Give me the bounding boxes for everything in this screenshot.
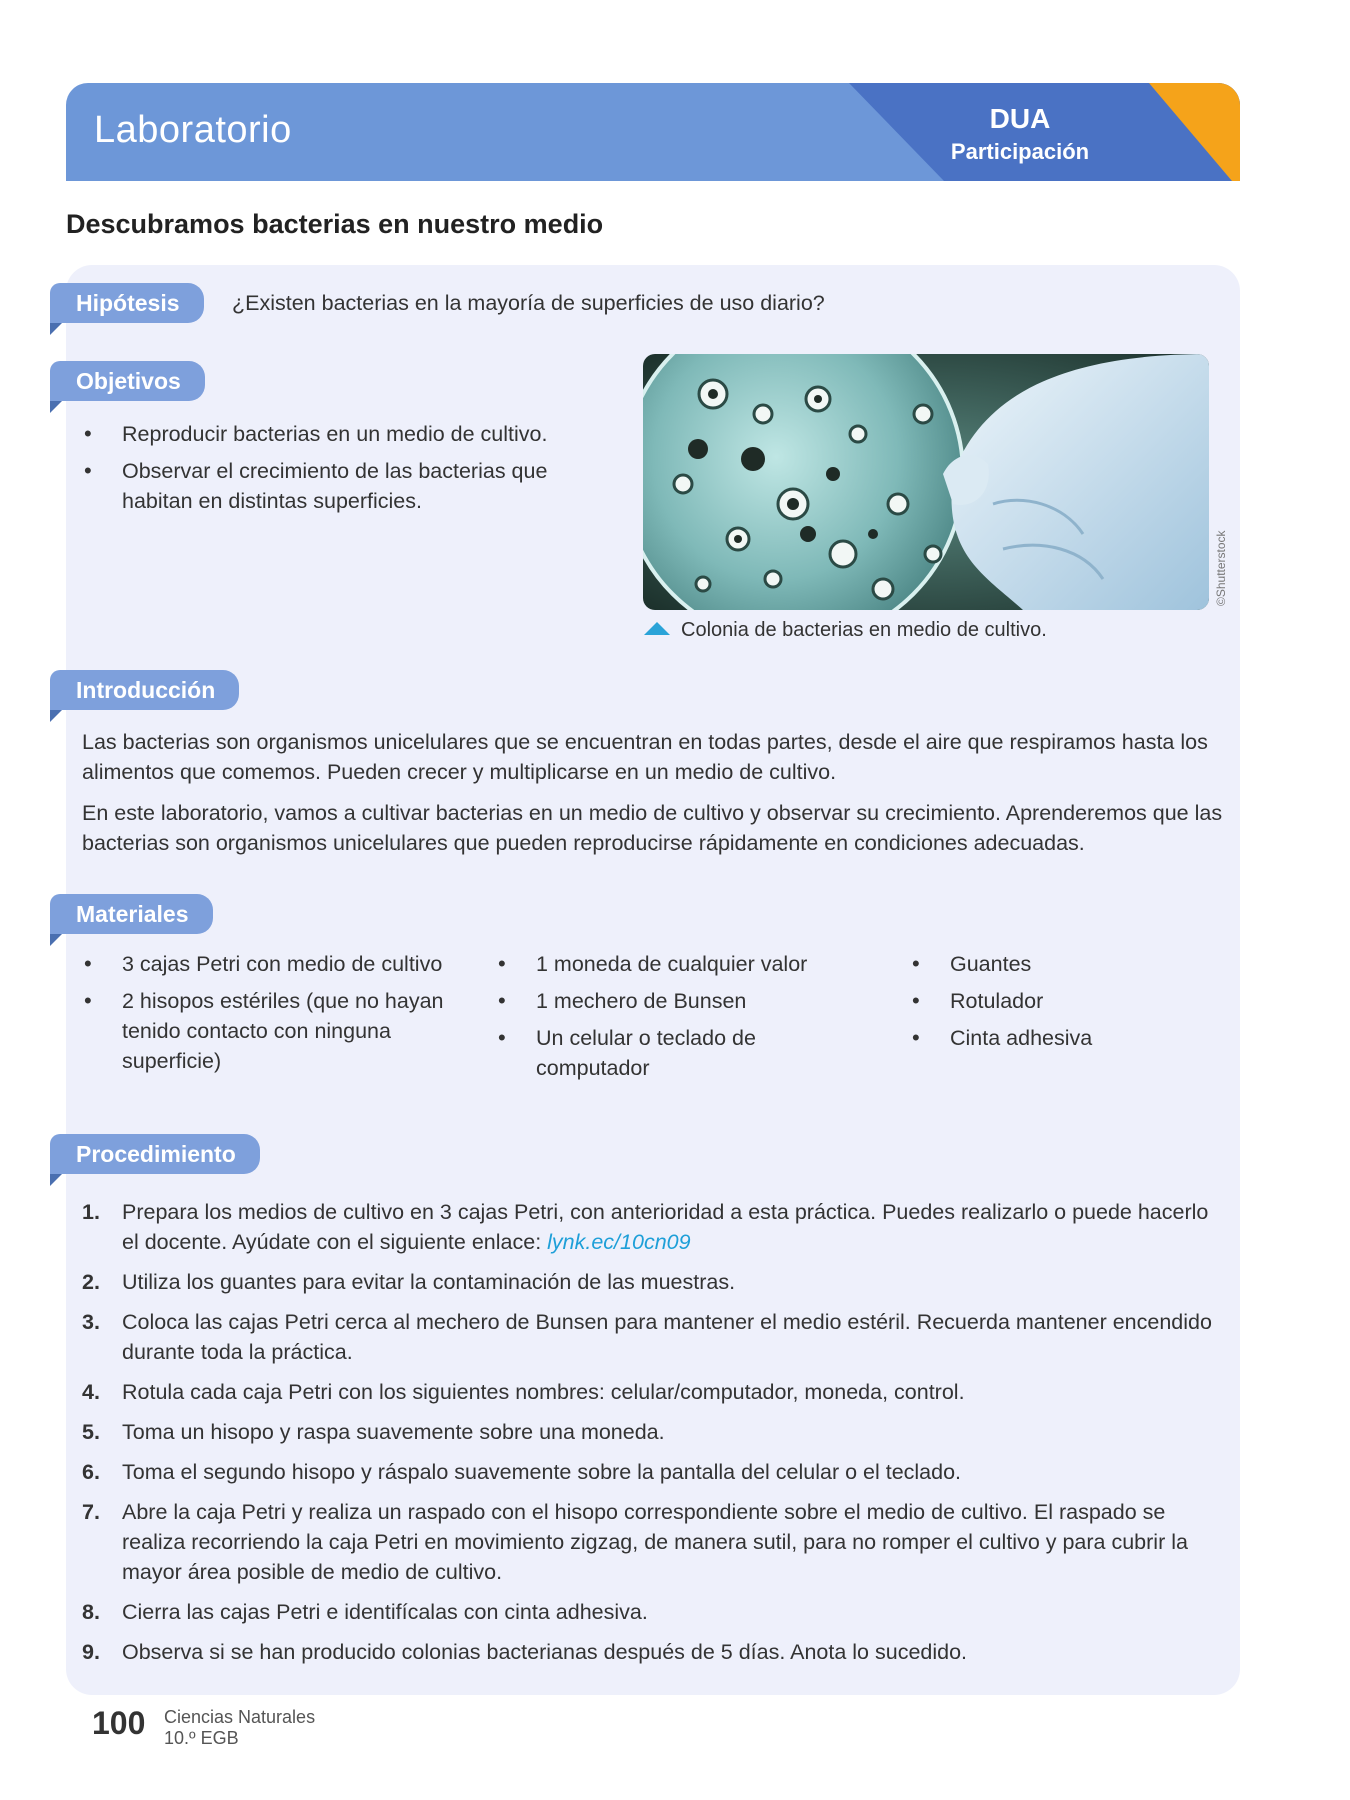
dua-badge-title: DUA [989, 103, 1051, 134]
header-banner [66, 83, 1240, 181]
step-number: 1. [82, 1200, 100, 1224]
step-text: Cierra las cajas Petri e identifícalas con cinta adhesiva. [122, 1600, 648, 1624]
bacteria-culture-photo [643, 354, 1209, 610]
procedure-step [82, 1377, 1224, 1407]
hypothesis-text: ¿Existen bacterias en la mayoría de superficies de uso diario? [232, 291, 825, 315]
footer-subject: Ciencias Naturales [164, 1707, 316, 1727]
petri-dish-illustration [643, 354, 1209, 610]
step-number: 5. [82, 1420, 100, 1444]
footer-grade: 10.º EGB [164, 1728, 239, 1748]
list-item: • Un celular o teclado de computador [496, 1023, 836, 1083]
procedure-step [82, 1597, 1224, 1627]
procedure-step [82, 1267, 1224, 1297]
page-number: 100 [92, 1705, 146, 1741]
step-text: Rotula cada caja Petri con los siguientes nombres: celular/computador, moneda, control. [122, 1380, 965, 1404]
photo-caption: Colonia de bacterias en medio de cultivo. [681, 619, 1047, 641]
page-title: Descubramos bacterias en nuestro medio [66, 209, 604, 239]
introduction-paragraph: En este laboratorio, vamos a cultivar bacterias en un medio de cultivo y observar su crecimiento. Aprenderemos que las bacterias son organismos unicelulares que pueden reproducirse rápidamente en condiciones adecuadas. [82, 801, 1223, 855]
list-item: • Guantes [910, 949, 1210, 979]
list-item: • Cinta adhesiva [910, 1023, 1210, 1053]
objectives-list [82, 419, 592, 523]
procedure-tag: Procedimiento [50, 1134, 260, 1174]
step-text: Toma el segundo hisopo y ráspalo suavemente sobre la pantalla del celular o el teclado. [122, 1460, 962, 1484]
procedure-step [82, 1197, 1224, 1257]
resource-link[interactable]: lynk.ec/10cn09 [547, 1230, 691, 1254]
procedure-step [82, 1417, 1224, 1447]
procedure-steps [82, 1197, 1224, 1677]
step-number: 4. [82, 1380, 100, 1404]
step-text: Coloca las cajas Petri cerca al mechero de Bunsen para mantener el medio estéril. Recuerda mantener encendido durante toda la práctica. [122, 1310, 1212, 1364]
photo-credit: ©Shutterstock [1214, 530, 1228, 606]
step-text: Abre la caja Petri y realiza un raspado con el hisopo correspondiente sobre el medio de cultivo. El raspado se realiza recorriendo la caja Petri en movimiento zigzag, de manera sutil, para no romper el cultivo y para cubrir la mayor área posible de medio de cultivo. [122, 1500, 1188, 1584]
hypothesis-tag: Hipótesis [50, 283, 204, 323]
list-item: • 1 moneda de cualquier valor [496, 949, 836, 979]
step-number: 9. [82, 1640, 100, 1664]
list-item: • 1 mechero de Bunsen [496, 986, 836, 1016]
materials-list-col3 [910, 949, 1210, 1060]
materials-list-col1 [82, 949, 462, 1083]
list-item: • Observar el crecimiento de las bacterias que habitan en distintas superficies. [82, 456, 592, 516]
step-text: Toma un hisopo y raspa suavemente sobre una moneda. [122, 1420, 665, 1444]
dua-badge-subtitle: Participación [950, 139, 1090, 164]
list-item: • Reproducir bacterias en un medio de cultivo. [82, 419, 592, 449]
procedure-step [82, 1457, 1224, 1487]
procedure-step [82, 1637, 1224, 1667]
list-item: • Rotulador [910, 986, 1210, 1016]
procedure-step [82, 1307, 1224, 1367]
step-number: 2. [82, 1270, 100, 1294]
caption-triangle-icon [643, 621, 671, 637]
introduction-tag: Introducción [50, 670, 239, 710]
introduction-paragraph: Las bacterias son organismos unicelulares que se encuentran en todas partes, desde el aire que respiramos hasta los alimentos que comemos. Pueden crecer y multiplicarse en un medio de cultivo. [82, 730, 1208, 784]
step-number: 7. [82, 1500, 100, 1524]
materials-tag: Materiales [50, 894, 213, 934]
step-number: 6. [82, 1460, 100, 1484]
step-text: Prepara los medios de cultivo en 3 cajas Petri, con anterioridad a esta práctica. Puedes realizarlo o puede hacerlo el docente. Ayúdate con el siguiente enlace: [122, 1200, 1209, 1254]
step-text: Utiliza los guantes para evitar la contaminación de las muestras. [122, 1270, 736, 1294]
materials-list-col2 [496, 949, 836, 1090]
step-number: 8. [82, 1600, 100, 1624]
objectives-tag: Objetivos [50, 361, 205, 401]
step-text: Observa si se han producido colonias bacterianas después de 5 días. Anota lo sucedido. [122, 1640, 968, 1664]
procedure-step [82, 1497, 1224, 1587]
list-item: • 3 cajas Petri con medio de cultivo [82, 949, 462, 979]
step-number: 3. [82, 1310, 100, 1334]
list-item: • 2 hisopos estériles (que no hayan tenido contacto con ninguna superficie) [82, 986, 462, 1076]
section-title: Laboratorio [94, 109, 292, 151]
